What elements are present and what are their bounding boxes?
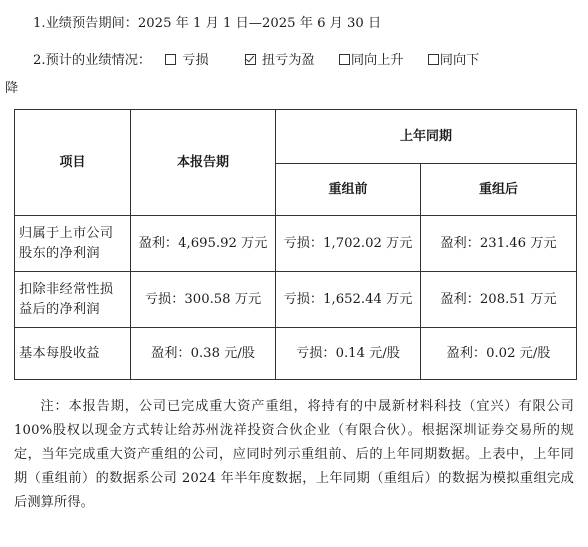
header-current-period: 本报告期: [131, 110, 276, 216]
forecast-situation-label: 2.预计的业绩情况：: [33, 53, 152, 68]
table-row: [15, 216, 577, 272]
header-prior-period: 上年同期: [276, 110, 577, 164]
checkbox-decrease: [428, 54, 439, 65]
forecast-situation-wrap: 降: [5, 81, 19, 96]
table-note: 注：本报告期，公司已完成重大资产重组，将持有的中晟新材料科技（宜兴）有限公司 100%股权以现金方式转让给苏州泷祥投资合伙企业（有限合伙）。根据深圳证券交易所的规定，当年完成重大资产重组的公司，应同时列示重组前、后的上年同期数据。上表中，上年同期（重组前）的数据系公司 2024 年半年度数据，上年同期（重组后）的数据为模拟重组完成后测算所得。: [14, 399, 574, 510]
option-loss-label: 亏损: [182, 53, 209, 68]
row-current: 盈利：4,695.92 万元: [131, 216, 276, 272]
row-after: 盈利：231.46 万元: [421, 216, 577, 272]
row-after: 盈利：208.51 万元: [421, 272, 577, 328]
forecast-period: 1.业绩预告期间：2025 年 1 月 1 日—2025 年 6 月 30 日: [33, 16, 382, 31]
row-current: 盈利：0.38 元/股: [131, 328, 276, 380]
table-row: [15, 328, 577, 380]
row-current: 亏损：300.58 万元: [131, 272, 276, 328]
row-after: 盈利：0.02 元/股: [421, 328, 577, 380]
option-increase: [339, 49, 404, 68]
option-loss: [161, 49, 208, 68]
option-increase-label: 同向上升: [350, 53, 404, 68]
forecast-situation: [33, 49, 479, 68]
row-before: 亏损：1,652.44 万元: [276, 272, 421, 328]
option-turnaround-label: 扭亏为盈: [261, 53, 315, 68]
row-item: 归属于上市公司股东的净利润: [15, 216, 131, 272]
header-prior-before: 重组前: [276, 164, 421, 216]
option-turnaround: [241, 49, 315, 68]
row-before: 亏损：1,702.02 万元: [276, 216, 421, 272]
header-prior-after: 重组后: [421, 164, 577, 216]
checkbox-turnaround-checked: [245, 54, 256, 65]
performance-table: [14, 109, 577, 380]
header-item: 项目: [15, 110, 131, 216]
row-before: 亏损：0.14 元/股: [276, 328, 421, 380]
checkbox-loss: [165, 54, 176, 65]
row-item: 基本每股收益: [15, 328, 131, 380]
checkbox-increase: [339, 54, 350, 65]
row-item: 扣除非经常性损益后的净利润: [15, 272, 131, 328]
option-decrease-label: 同向下: [439, 53, 480, 68]
option-decrease: [428, 49, 480, 68]
table-row: [15, 272, 577, 328]
